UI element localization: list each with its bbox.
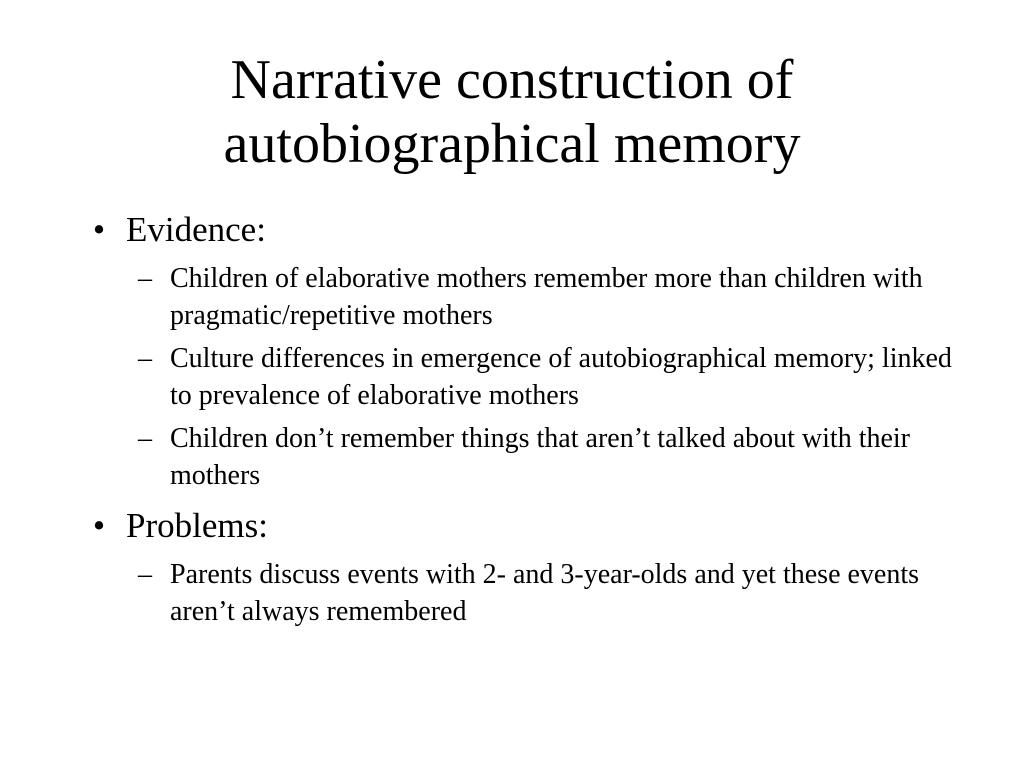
bullet-icon: • [92, 506, 106, 545]
problems-sublist [130, 556, 964, 630]
bullet-label: Problems: [126, 506, 268, 545]
slide-title [80, 48, 944, 176]
sub-bullet [130, 556, 964, 630]
bullet-icon: • [92, 210, 106, 249]
dash-icon: – [138, 423, 152, 454]
bullet-problems [84, 504, 964, 548]
slide-body [84, 208, 964, 640]
sub-bullet [130, 420, 964, 494]
dash-icon: – [138, 559, 152, 590]
slide-title-line-1: Narrative construction of [230, 49, 794, 111]
sub-bullet-text: Culture differences in emergence of autobiographical memory; linked to prevalence of elaborative mothers [170, 343, 952, 411]
dash-icon: – [138, 263, 152, 294]
dash-icon: – [138, 343, 152, 374]
sub-bullet-text: Children don’t remember things that aren’t talked about with their mothers [170, 423, 911, 491]
sub-bullet-text: Children of elaborative mothers remember more than children with pragmatic/repetitive mothers [170, 263, 923, 331]
sub-bullet-text: Parents discuss events with 2- and 3-year-olds and yet these events aren’t always remembered [170, 559, 920, 627]
sub-bullet [130, 260, 964, 334]
slide-title-line-2: autobiographical memory [223, 113, 801, 175]
bullet-label: Evidence: [126, 210, 266, 249]
evidence-sublist [130, 260, 964, 494]
bullet-evidence [84, 208, 964, 252]
sub-bullet [130, 340, 964, 414]
